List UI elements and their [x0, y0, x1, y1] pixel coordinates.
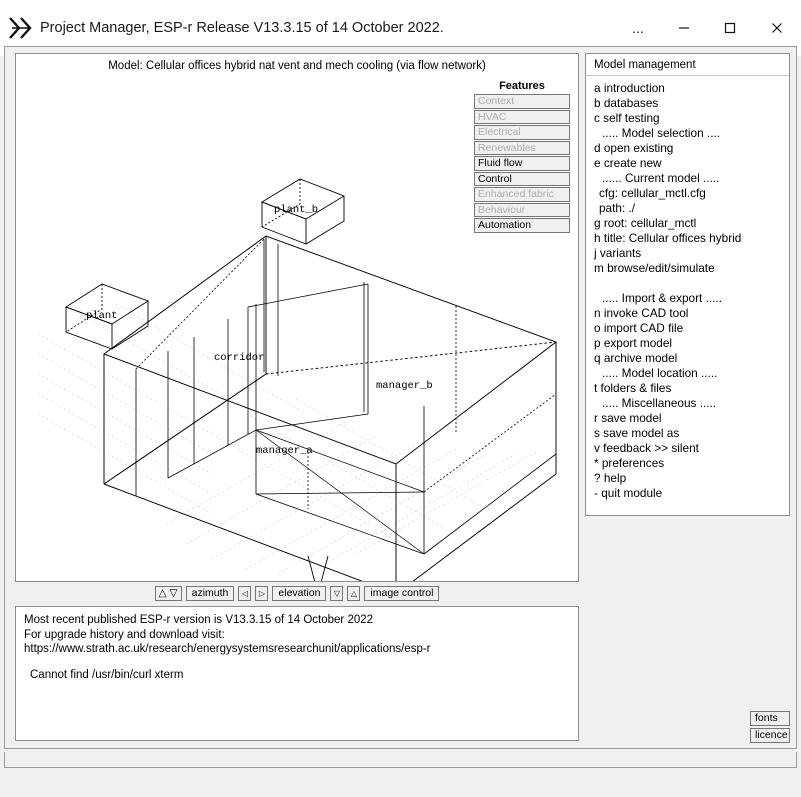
features-panel [474, 80, 570, 234]
menu-item-feedback-silent[interactable]: v feedback >> silent [594, 441, 699, 455]
feature-button-electrical[interactable]: Electrical [474, 125, 570, 140]
feature-button-control[interactable]: Control [474, 172, 570, 187]
menu-section-model-selection: ..... Model selection .... [602, 126, 721, 140]
feedback-line-2: For upgrade history and download visit: [24, 628, 225, 641]
menu-item-invoke-cad-tool[interactable]: n invoke CAD tool [594, 306, 689, 320]
menu-item-create-new[interactable]: e create new [594, 156, 662, 170]
menu-item-browse-edit-simulate[interactable]: m browse/edit/simulate [594, 261, 715, 275]
feature-button-automation[interactable]: Automation [474, 218, 570, 233]
app-frame [4, 46, 797, 749]
zone-label-corridor: corridor [214, 352, 265, 364]
menu-item-preferences[interactable]: * preferences [594, 456, 665, 470]
feedback-spacer [24, 657, 570, 668]
menu-item-archive-model[interactable]: q archive model [594, 351, 678, 365]
feedback-message: Cannot find /usr/bin/curl xterm [30, 668, 184, 681]
feature-button-enhanced-fabric[interactable]: Enhanced fabric [474, 187, 570, 202]
menu-value-path: path: ./ [599, 201, 636, 215]
menu-item-import-cad-file[interactable]: o import CAD file [594, 321, 684, 335]
features-header: Features [499, 80, 545, 92]
bottom-buttons [750, 711, 790, 745]
feature-button-behaviour[interactable]: Behaviour [474, 203, 570, 218]
menu-item-folders-files[interactable]: t folders & files [594, 381, 672, 395]
zone-label-plant-b: plant_b [274, 204, 319, 216]
menu-spacer-1 [592, 276, 789, 291]
menu-item-databases[interactable]: b databases [594, 96, 659, 110]
feature-button-hvac[interactable]: HVAC [474, 110, 570, 125]
menu-item-root[interactable]: g root: cellular_mctl [594, 216, 697, 230]
azimuth-label[interactable]: azimuth [186, 586, 235, 601]
elevation-label[interactable]: elevation [272, 586, 326, 601]
model-management-panel [585, 53, 790, 516]
elevation-decrease-button[interactable]: ▽ [330, 586, 343, 601]
menu-section-miscellaneous: ..... Miscellaneous ..... [602, 396, 717, 410]
menu-item-quit-module[interactable]: - quit module [594, 486, 663, 500]
elevation-increase-button[interactable]: △ [347, 586, 360, 601]
feedback-line-3: https://www.strath.ac.uk/research/energysystemsresearchunit/applications/esp-r [24, 643, 431, 655]
elevation-step-buttons-left[interactable]: △ ▽ [155, 586, 182, 601]
menu-section-import-export: ..... Import & export ..... [602, 291, 722, 305]
feedback-panel[interactable] [15, 606, 579, 741]
feature-button-context[interactable]: Context [474, 94, 570, 109]
esp-r-logo-icon [8, 15, 34, 41]
menu-section-current-model: ...... Current model ..... [602, 171, 720, 185]
menu-item-export-model[interactable]: p export model [594, 336, 673, 350]
azimuth-decrease-button[interactable]: ◁ [238, 586, 251, 601]
view-control-bar [15, 585, 579, 602]
right-column [585, 53, 790, 741]
model-management-title: Model management [586, 54, 789, 76]
feature-button-renewables[interactable]: Renewables [474, 141, 570, 156]
feedback-line-1: Most recent published ESP-r version is V13.3.15 of 14 October 2022 [24, 614, 374, 626]
menu-item-title[interactable]: h title: Cellular offices hybrid [594, 231, 742, 245]
zone-label-manager-a: manager_a [256, 445, 313, 457]
window-more-button[interactable]: ... [632, 20, 644, 36]
zone-label-manager-b: manager_b [376, 380, 433, 392]
menu-item-open-existing[interactable]: d open existing [594, 141, 674, 155]
graphics-panel[interactable] [15, 53, 579, 582]
zone-label-plant: plant [86, 310, 118, 322]
left-column [15, 53, 581, 741]
azimuth-increase-button[interactable]: ▷ [255, 586, 268, 601]
licence-button[interactable]: licence [750, 728, 790, 743]
menu-value-cfg: cfg: cellular_mctl.cfg [599, 186, 706, 200]
menu-item-help[interactable]: ? help [594, 471, 627, 485]
menu-item-save-model-as[interactable]: s save model as [594, 426, 680, 440]
menu-item-save-model[interactable]: r save model [594, 411, 662, 425]
model-caption: Model: Cellular offices hybrid nat vent and mech cooling (via flow network) [108, 60, 486, 72]
menu-item-introduction[interactable]: a introduction [594, 81, 665, 95]
feature-button-fluid-flow[interactable]: Fluid flow [474, 156, 570, 171]
menu-section-model-location: ..... Model location ..... [602, 366, 718, 380]
window-status-strip [4, 752, 797, 768]
window-title: Project Manager, ESP-r Release V13.3.15 of 14 October 2022. [40, 20, 444, 36]
menu-item-variants[interactable]: j variants [594, 246, 642, 260]
menu-item-self-testing[interactable]: c self testing [594, 111, 660, 125]
image-control-button[interactable]: image control [364, 586, 439, 601]
fonts-button[interactable]: fonts [750, 711, 790, 726]
model-management-list [586, 76, 789, 501]
